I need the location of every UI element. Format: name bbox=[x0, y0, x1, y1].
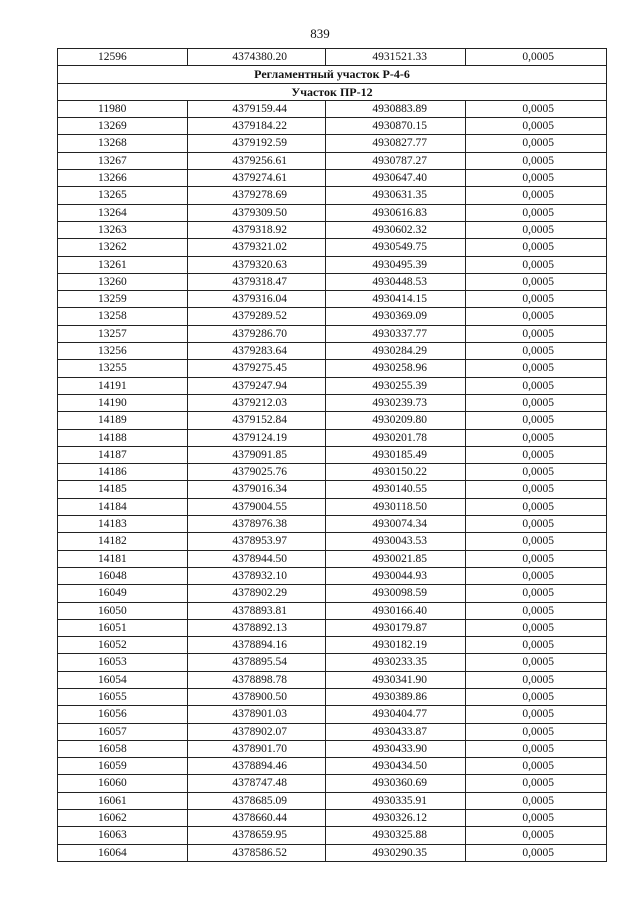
point-number-cell: 16057 bbox=[58, 723, 188, 740]
x-coordinate-cell: 4379025.76 bbox=[188, 464, 326, 481]
table-row bbox=[58, 429, 607, 446]
accuracy-cell: 0,0005 bbox=[466, 758, 607, 775]
point-number-cell: 16062 bbox=[58, 810, 188, 827]
x-coordinate-cell: 4379321.02 bbox=[188, 239, 326, 256]
accuracy-cell: 0,0005 bbox=[466, 671, 607, 688]
accuracy-cell: 0,0005 bbox=[466, 377, 607, 394]
x-coordinate-cell: 4378586.52 bbox=[188, 844, 326, 861]
point-number-cell: 16051 bbox=[58, 619, 188, 636]
point-number-cell: 16052 bbox=[58, 637, 188, 654]
point-number-cell: 16050 bbox=[58, 602, 188, 619]
accuracy-cell: 0,0005 bbox=[466, 723, 607, 740]
point-number-cell: 13265 bbox=[58, 187, 188, 204]
accuracy-cell: 0,0005 bbox=[466, 516, 607, 533]
y-coordinate-cell: 4930325.88 bbox=[326, 827, 466, 844]
x-coordinate-cell: 4379283.64 bbox=[188, 343, 326, 360]
x-coordinate-cell: 4378894.16 bbox=[188, 637, 326, 654]
point-number-cell: 16053 bbox=[58, 654, 188, 671]
x-coordinate-cell: 4379184.22 bbox=[188, 118, 326, 135]
x-coordinate-cell: 4379091.85 bbox=[188, 446, 326, 463]
accuracy-cell: 0,0005 bbox=[466, 810, 607, 827]
point-number-cell: 13269 bbox=[58, 118, 188, 135]
x-coordinate-cell: 4379316.04 bbox=[188, 291, 326, 308]
y-coordinate-cell: 4930179.87 bbox=[326, 619, 466, 636]
y-coordinate-cell: 4930182.19 bbox=[326, 637, 466, 654]
x-coordinate-cell: 4378747.48 bbox=[188, 775, 326, 792]
coordinates-table-body bbox=[58, 49, 607, 862]
x-coordinate-cell: 4378659.95 bbox=[188, 827, 326, 844]
accuracy-cell: 0,0005 bbox=[466, 49, 607, 66]
table-row bbox=[58, 325, 607, 342]
table-row bbox=[58, 550, 607, 567]
table-row bbox=[58, 394, 607, 411]
y-coordinate-cell: 4930239.73 bbox=[326, 394, 466, 411]
table-row bbox=[58, 706, 607, 723]
accuracy-cell: 0,0005 bbox=[466, 135, 607, 152]
table-row bbox=[58, 723, 607, 740]
y-coordinate-cell: 4930616.83 bbox=[326, 204, 466, 221]
x-coordinate-cell: 4378685.09 bbox=[188, 792, 326, 809]
table-row bbox=[58, 239, 607, 256]
point-number-cell: 16058 bbox=[58, 740, 188, 757]
point-number-cell: 12596 bbox=[58, 49, 188, 66]
accuracy-cell: 0,0005 bbox=[466, 498, 607, 515]
table-row bbox=[58, 49, 607, 66]
table-row bbox=[58, 810, 607, 827]
accuracy-cell: 0,0005 bbox=[466, 239, 607, 256]
y-coordinate-cell: 4931521.33 bbox=[326, 49, 466, 66]
y-coordinate-cell: 4930326.12 bbox=[326, 810, 466, 827]
table-row bbox=[58, 481, 607, 498]
y-coordinate-cell: 4930140.55 bbox=[326, 481, 466, 498]
accuracy-cell: 0,0005 bbox=[466, 792, 607, 809]
x-coordinate-cell: 4379274.61 bbox=[188, 170, 326, 187]
y-coordinate-cell: 4930166.40 bbox=[326, 602, 466, 619]
table-row bbox=[58, 412, 607, 429]
y-coordinate-cell: 4930043.53 bbox=[326, 533, 466, 550]
y-coordinate-cell: 4930870.15 bbox=[326, 118, 466, 135]
x-coordinate-cell: 4378901.03 bbox=[188, 706, 326, 723]
x-coordinate-cell: 4378895.54 bbox=[188, 654, 326, 671]
point-number-cell: 14186 bbox=[58, 464, 188, 481]
y-coordinate-cell: 4930647.40 bbox=[326, 170, 466, 187]
x-coordinate-cell: 4379318.92 bbox=[188, 221, 326, 238]
accuracy-cell: 0,0005 bbox=[466, 567, 607, 584]
table-row bbox=[58, 221, 607, 238]
table-row bbox=[58, 498, 607, 515]
accuracy-cell: 0,0005 bbox=[466, 429, 607, 446]
x-coordinate-cell: 4378902.07 bbox=[188, 723, 326, 740]
y-coordinate-cell: 4930360.69 bbox=[326, 775, 466, 792]
y-coordinate-cell: 4930631.35 bbox=[326, 187, 466, 204]
y-coordinate-cell: 4930185.49 bbox=[326, 446, 466, 463]
y-coordinate-cell: 4930602.32 bbox=[326, 221, 466, 238]
x-coordinate-cell: 4378893.81 bbox=[188, 602, 326, 619]
accuracy-cell: 0,0005 bbox=[466, 827, 607, 844]
x-coordinate-cell: 4378902.29 bbox=[188, 585, 326, 602]
table-row bbox=[58, 152, 607, 169]
x-coordinate-cell: 4379124.19 bbox=[188, 429, 326, 446]
x-coordinate-cell: 4374380.20 bbox=[188, 49, 326, 66]
table-row bbox=[58, 533, 607, 550]
table-row bbox=[58, 792, 607, 809]
table-row bbox=[58, 775, 607, 792]
accuracy-cell: 0,0005 bbox=[466, 204, 607, 221]
accuracy-cell: 0,0005 bbox=[466, 602, 607, 619]
y-coordinate-cell: 4930150.22 bbox=[326, 464, 466, 481]
page-number: 839 bbox=[310, 26, 330, 41]
point-number-cell: 16061 bbox=[58, 792, 188, 809]
table-row bbox=[58, 671, 607, 688]
accuracy-cell: 0,0005 bbox=[466, 637, 607, 654]
accuracy-cell: 0,0005 bbox=[466, 325, 607, 342]
accuracy-cell: 0,0005 bbox=[466, 775, 607, 792]
y-coordinate-cell: 4930389.86 bbox=[326, 688, 466, 705]
point-number-cell: 13268 bbox=[58, 135, 188, 152]
accuracy-cell: 0,0005 bbox=[466, 152, 607, 169]
point-number-cell: 13259 bbox=[58, 291, 188, 308]
point-number-cell: 13266 bbox=[58, 170, 188, 187]
accuracy-cell: 0,0005 bbox=[466, 550, 607, 567]
table-row bbox=[58, 740, 607, 757]
table-row bbox=[58, 446, 607, 463]
x-coordinate-cell: 4378898.78 bbox=[188, 671, 326, 688]
x-coordinate-cell: 4379016.34 bbox=[188, 481, 326, 498]
y-coordinate-cell: 4930118.50 bbox=[326, 498, 466, 515]
accuracy-cell: 0,0005 bbox=[466, 360, 607, 377]
y-coordinate-cell: 4930414.15 bbox=[326, 291, 466, 308]
section-title: Регламентный участок Р-4-6 bbox=[58, 66, 607, 83]
x-coordinate-cell: 4378900.50 bbox=[188, 688, 326, 705]
point-number-cell: 14185 bbox=[58, 481, 188, 498]
table-row bbox=[58, 100, 607, 117]
table-row bbox=[58, 118, 607, 135]
accuracy-cell: 0,0005 bbox=[466, 273, 607, 290]
accuracy-cell: 0,0005 bbox=[466, 187, 607, 204]
x-coordinate-cell: 4378976.38 bbox=[188, 516, 326, 533]
y-coordinate-cell: 4930201.78 bbox=[326, 429, 466, 446]
y-coordinate-cell: 4930074.34 bbox=[326, 516, 466, 533]
point-number-cell: 14181 bbox=[58, 550, 188, 567]
point-number-cell: 16060 bbox=[58, 775, 188, 792]
accuracy-cell: 0,0005 bbox=[466, 118, 607, 135]
x-coordinate-cell: 4378901.70 bbox=[188, 740, 326, 757]
y-coordinate-cell: 4930369.09 bbox=[326, 308, 466, 325]
y-coordinate-cell: 4930883.89 bbox=[326, 100, 466, 117]
accuracy-cell: 0,0005 bbox=[466, 585, 607, 602]
x-coordinate-cell: 4379278.69 bbox=[188, 187, 326, 204]
point-number-cell: 13261 bbox=[58, 256, 188, 273]
point-number-cell: 13258 bbox=[58, 308, 188, 325]
y-coordinate-cell: 4930433.90 bbox=[326, 740, 466, 757]
y-coordinate-cell: 4930233.35 bbox=[326, 654, 466, 671]
point-number-cell: 16059 bbox=[58, 758, 188, 775]
table-row bbox=[58, 308, 607, 325]
y-coordinate-cell: 4930787.27 bbox=[326, 152, 466, 169]
point-number-cell: 14184 bbox=[58, 498, 188, 515]
accuracy-cell: 0,0005 bbox=[466, 464, 607, 481]
y-coordinate-cell: 4930337.77 bbox=[326, 325, 466, 342]
point-number-cell: 13257 bbox=[58, 325, 188, 342]
table-row bbox=[58, 187, 607, 204]
point-number-cell: 14182 bbox=[58, 533, 188, 550]
point-number-cell: 14191 bbox=[58, 377, 188, 394]
y-coordinate-cell: 4930098.59 bbox=[326, 585, 466, 602]
y-coordinate-cell: 4930448.53 bbox=[326, 273, 466, 290]
y-coordinate-cell: 4930404.77 bbox=[326, 706, 466, 723]
accuracy-cell: 0,0005 bbox=[466, 256, 607, 273]
x-coordinate-cell: 4379275.45 bbox=[188, 360, 326, 377]
x-coordinate-cell: 4379152.84 bbox=[188, 412, 326, 429]
x-coordinate-cell: 4379004.55 bbox=[188, 498, 326, 515]
x-coordinate-cell: 4378660.44 bbox=[188, 810, 326, 827]
x-coordinate-cell: 4378932.10 bbox=[188, 567, 326, 584]
table-row bbox=[58, 844, 607, 861]
accuracy-cell: 0,0005 bbox=[466, 533, 607, 550]
y-coordinate-cell: 4930255.39 bbox=[326, 377, 466, 394]
point-number-cell: 13255 bbox=[58, 360, 188, 377]
x-coordinate-cell: 4379192.59 bbox=[188, 135, 326, 152]
x-coordinate-cell: 4379212.03 bbox=[188, 394, 326, 411]
table-row bbox=[58, 204, 607, 221]
accuracy-cell: 0,0005 bbox=[466, 654, 607, 671]
table-row bbox=[58, 654, 607, 671]
section-header-row bbox=[58, 66, 607, 83]
table-row bbox=[58, 135, 607, 152]
accuracy-cell: 0,0005 bbox=[466, 170, 607, 187]
y-coordinate-cell: 4930549.75 bbox=[326, 239, 466, 256]
point-number-cell: 14189 bbox=[58, 412, 188, 429]
accuracy-cell: 0,0005 bbox=[466, 100, 607, 117]
x-coordinate-cell: 4379159.44 bbox=[188, 100, 326, 117]
point-number-cell: 16063 bbox=[58, 827, 188, 844]
x-coordinate-cell: 4379289.52 bbox=[188, 308, 326, 325]
point-number-cell: 14188 bbox=[58, 429, 188, 446]
accuracy-cell: 0,0005 bbox=[466, 740, 607, 757]
accuracy-cell: 0,0005 bbox=[466, 688, 607, 705]
y-coordinate-cell: 4930433.87 bbox=[326, 723, 466, 740]
table-row bbox=[58, 360, 607, 377]
accuracy-cell: 0,0005 bbox=[466, 221, 607, 238]
table-row bbox=[58, 170, 607, 187]
table-row bbox=[58, 567, 607, 584]
y-coordinate-cell: 4930044.93 bbox=[326, 567, 466, 584]
y-coordinate-cell: 4930290.35 bbox=[326, 844, 466, 861]
x-coordinate-cell: 4379318.47 bbox=[188, 273, 326, 290]
x-coordinate-cell: 4379256.61 bbox=[188, 152, 326, 169]
y-coordinate-cell: 4930209.80 bbox=[326, 412, 466, 429]
x-coordinate-cell: 4378953.97 bbox=[188, 533, 326, 550]
x-coordinate-cell: 4378892.13 bbox=[188, 619, 326, 636]
y-coordinate-cell: 4930021.85 bbox=[326, 550, 466, 567]
table-row bbox=[58, 637, 607, 654]
point-number-cell: 16055 bbox=[58, 688, 188, 705]
table-row bbox=[58, 256, 607, 273]
y-coordinate-cell: 4930258.96 bbox=[326, 360, 466, 377]
y-coordinate-cell: 4930284.29 bbox=[326, 343, 466, 360]
y-coordinate-cell: 4930434.50 bbox=[326, 758, 466, 775]
point-number-cell: 13264 bbox=[58, 204, 188, 221]
point-number-cell: 13260 bbox=[58, 273, 188, 290]
table-row bbox=[58, 516, 607, 533]
accuracy-cell: 0,0005 bbox=[466, 446, 607, 463]
x-coordinate-cell: 4379247.94 bbox=[188, 377, 326, 394]
x-coordinate-cell: 4379286.70 bbox=[188, 325, 326, 342]
point-number-cell: 16064 bbox=[58, 844, 188, 861]
point-number-cell: 11980 bbox=[58, 100, 188, 117]
accuracy-cell: 0,0005 bbox=[466, 706, 607, 723]
table-row bbox=[58, 619, 607, 636]
x-coordinate-cell: 4379320.63 bbox=[188, 256, 326, 273]
table-row bbox=[58, 688, 607, 705]
point-number-cell: 13256 bbox=[58, 343, 188, 360]
subsection-header-row bbox=[58, 83, 607, 100]
table-row bbox=[58, 827, 607, 844]
accuracy-cell: 0,0005 bbox=[466, 481, 607, 498]
subsection-title: Участок ПР-12 bbox=[58, 83, 607, 100]
point-number-cell: 13267 bbox=[58, 152, 188, 169]
table-row bbox=[58, 273, 607, 290]
point-number-cell: 16054 bbox=[58, 671, 188, 688]
table-row bbox=[58, 377, 607, 394]
table-row bbox=[58, 758, 607, 775]
point-number-cell: 14190 bbox=[58, 394, 188, 411]
y-coordinate-cell: 4930495.39 bbox=[326, 256, 466, 273]
accuracy-cell: 0,0005 bbox=[466, 308, 607, 325]
y-coordinate-cell: 4930335.91 bbox=[326, 792, 466, 809]
table-row bbox=[58, 464, 607, 481]
accuracy-cell: 0,0005 bbox=[466, 291, 607, 308]
point-number-cell: 14183 bbox=[58, 516, 188, 533]
point-number-cell: 13263 bbox=[58, 221, 188, 238]
table-row bbox=[58, 585, 607, 602]
point-number-cell: 13262 bbox=[58, 239, 188, 256]
accuracy-cell: 0,0005 bbox=[466, 412, 607, 429]
x-coordinate-cell: 4378944.50 bbox=[188, 550, 326, 567]
accuracy-cell: 0,0005 bbox=[466, 619, 607, 636]
point-number-cell: 14187 bbox=[58, 446, 188, 463]
table-row bbox=[58, 602, 607, 619]
table-row bbox=[58, 291, 607, 308]
table-row bbox=[58, 343, 607, 360]
accuracy-cell: 0,0005 bbox=[466, 394, 607, 411]
point-number-cell: 16049 bbox=[58, 585, 188, 602]
y-coordinate-cell: 4930827.77 bbox=[326, 135, 466, 152]
coordinates-table bbox=[57, 48, 607, 862]
x-coordinate-cell: 4378894.46 bbox=[188, 758, 326, 775]
y-coordinate-cell: 4930341.90 bbox=[326, 671, 466, 688]
point-number-cell: 16056 bbox=[58, 706, 188, 723]
accuracy-cell: 0,0005 bbox=[466, 844, 607, 861]
accuracy-cell: 0,0005 bbox=[466, 343, 607, 360]
point-number-cell: 16048 bbox=[58, 567, 188, 584]
x-coordinate-cell: 4379309.50 bbox=[188, 204, 326, 221]
